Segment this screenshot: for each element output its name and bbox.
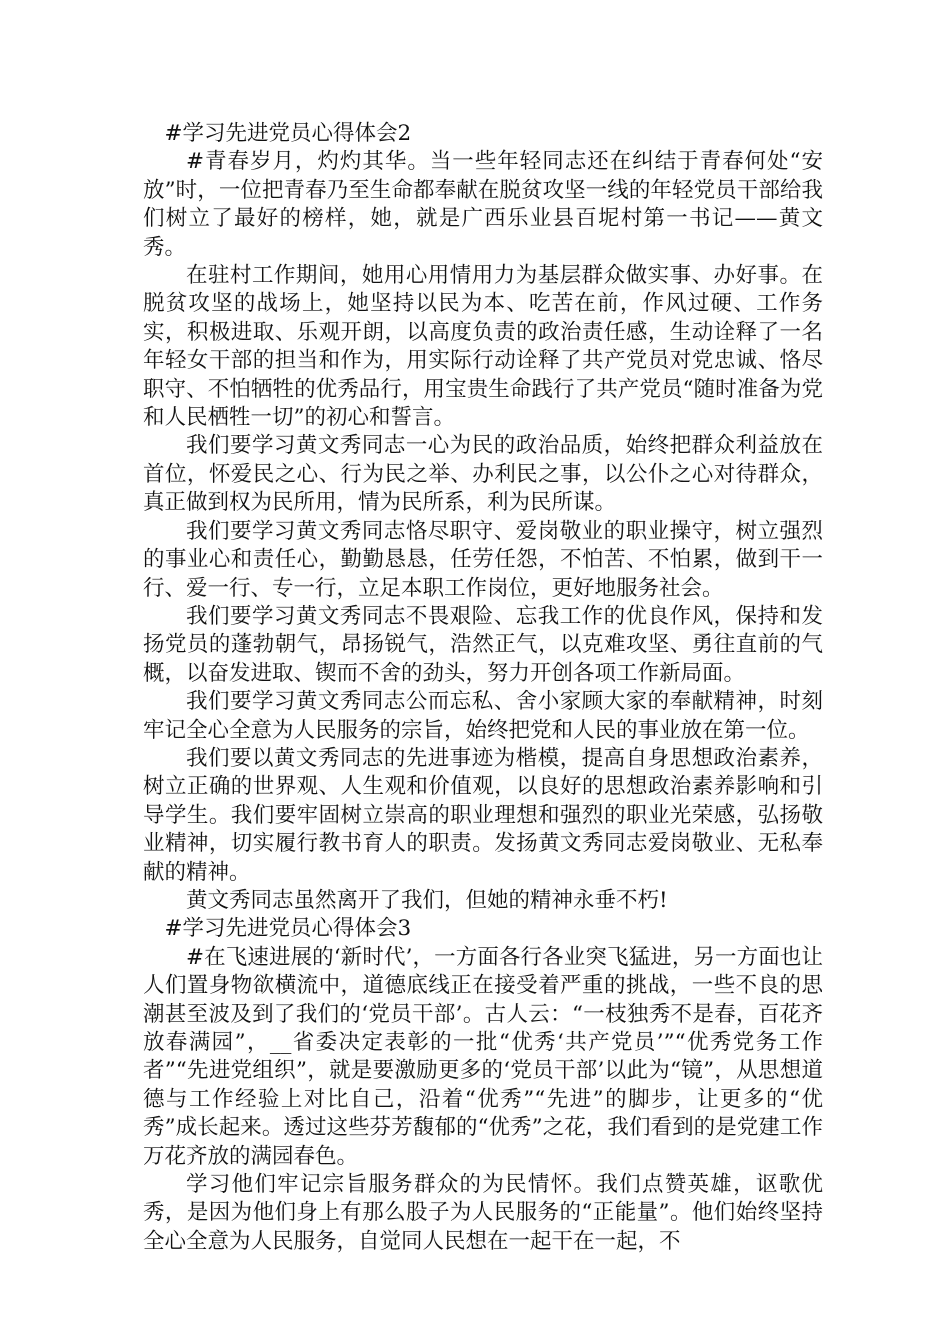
paragraph-work-style: 我们要学习黄文秀同志不畏艰险、忘我工作的优良作风，保持和发扬党员的蓬勃朝气，昂扬锐气，浩然正气，以克难攻坚、勇往直前的气概，以奋发进取、锲而不舍的劲头，努力开创各项工作新局面。 (143, 603, 823, 686)
paragraph-dedication: 我们要学习黄文秀同志公而忘私、舍小家顾大家的奉献精神，时刻牢记全心全意为人民服务的宗旨，始终把党和人民的事业放在第一位。 (143, 689, 823, 743)
paragraph-intro: #青春岁月，灼灼其华。当一些年轻同志还在纠结于青春何处“安放”时，一位把青春乃至生命都奉献在脱贫攻坚一线的年轻党员干部给我们树立了最好的榜样，她，就是广西乐业县百坭村第一书记——黄文秀。 (143, 149, 823, 260)
paragraph-new-era: #在飞速进展的‘新时代’，一方面各行各业突飞猛进，另一方面也让人们置身物欲横流中，道德底线正在接受着严重的挑战，一些不良的思潮甚至波及到了我们的‘党员干部’。古人云：“一枝独秀不是春，百花齐放春满园”，__省委决定表彰的一批“优秀‘共产党员’”“优秀党务工作者”“先进党组织”，就是要激励更多的‘党员干部’以此为“镜”，从思想道德与工作经验上对比自己，沿着“优秀”“先进”的脚步，让更多的“优秀”成长起来。透过这些芬芳馥郁的“优秀”之花，我们看到的是党建工作万花齐放的满园春色。 (143, 944, 823, 1169)
paragraph-role-model: 我们要以黄文秀同志的先进事迹为楷模，提高自身思想政治素养，树立正确的世界观、人生观和价值观，以良好的思想政治素养影响和引导学生。我们要牢固树立崇高的职业理想和强烈的职业光荣感，弘扬敬业精神，切实履行教书育人的职责。发扬黄文秀同志爱岗敬业、无私奉献的精神。 (143, 745, 823, 885)
paragraph-spirit: 黄文秀同志虽然离开了我们，但她的精神永垂不朽! (186, 887, 668, 913)
paragraph-serve-people: 学习他们牢记宗旨服务群众的为民情怀。我们点赞英雄，讴歌优秀，是因为他们身上有那么股子为人民服务的“正能量”。他们始终坚持全心全意为人民服务，自觉同人民想在一起干在一起，不 (143, 1172, 823, 1254)
document-page (143, 120, 823, 1256)
paragraph-political-quality: 我们要学习黄文秀同志一心为民的政治品质，始终把群众利益放在首位，怀爱民之心、行为民之举、办利民之事，以公仆之心对待群众，真正做到权为民所用，情为民所系，利为民所谋。 (143, 433, 823, 516)
paragraph-professional-ethics: 我们要学习黄文秀同志恪尽职守、爱岗敬业的职业操守，树立强烈的事业心和责任心，勤勤恳恳，任劳任怨，不怕苦、不怕累，做到干一行、爱一行、专一行，立足本职工作岗位，更好地服务社会。 (143, 518, 823, 601)
paragraph-work-in-village: 在驻村工作期间，她用心用情用力为基层群众做实事、办好事。在脱贫攻坚的战场上，她坚持以民为本、吃苦在前，作风过硬、工作务实，积极进取、乐观开朗，以高度负责的政治责任感，生动诠释了一名年轻女干部的担当和作为，用实际行动诠释了共产党员对党忠诚、恪尽职守、不怕牺牲的优秀品行，用宝贵生命践行了共产党员“随时准备为党和人民栖牲一切”的初心和誓言。 (143, 263, 823, 431)
section-heading-2: #学习先进党员心得体会2 (164, 121, 412, 146)
section-heading-3: #学习先进党员心得体会3 (164, 916, 412, 942)
